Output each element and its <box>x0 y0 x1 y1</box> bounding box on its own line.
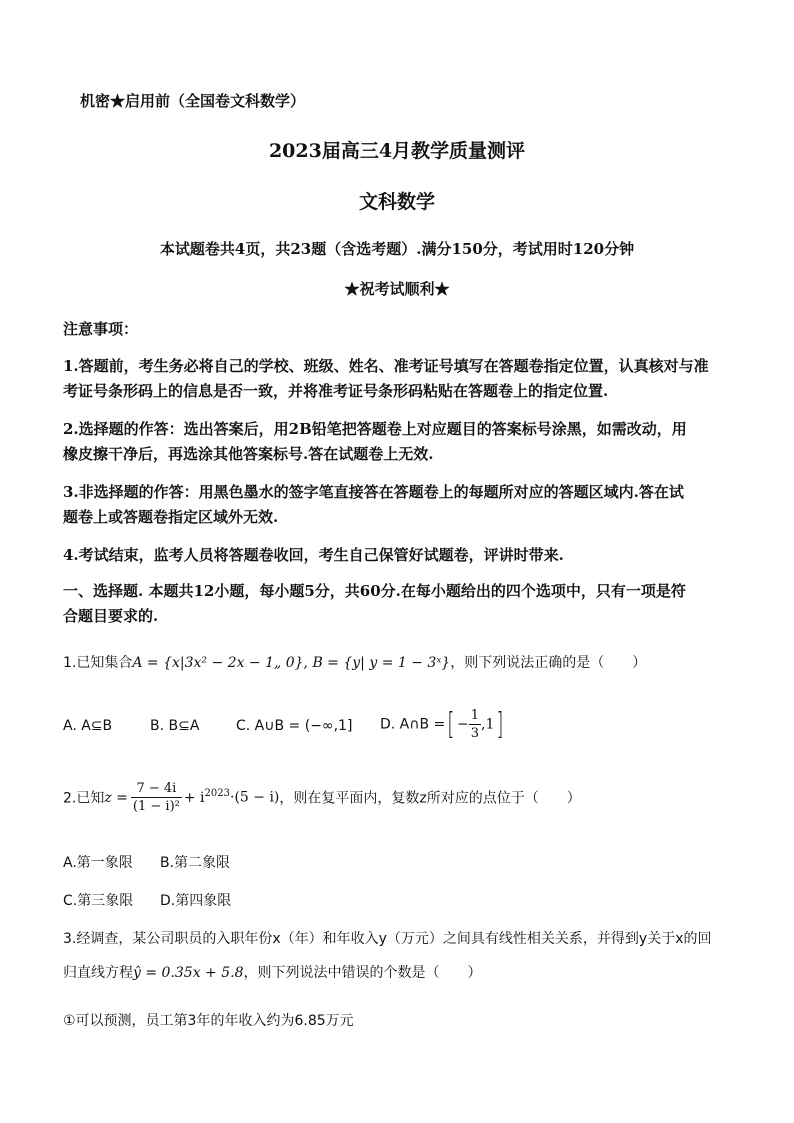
question-2-stem <box>63 780 581 815</box>
section1-line1: 一、选择题. 本题共12小题，每小题5分，共60分.在每小题给出的四个选项中，只有一项是符 <box>63 582 686 600</box>
q1-option-a: A. A⊆B <box>63 718 113 734</box>
question-1-stem <box>63 652 646 672</box>
subject-title: 文科数学 <box>358 191 435 213</box>
q2-option-b: B.第二象限 <box>160 855 231 871</box>
q1-set-a: A = {x|3x² − 2x − 1„ 0} <box>132 655 304 671</box>
q2-option-c: C.第三象限 <box>63 893 134 909</box>
q1-option-d-fraction <box>469 707 481 742</box>
q2-fraction <box>131 780 182 815</box>
q1-option-b: B. B⊆A <box>150 718 200 734</box>
q1-option-d <box>380 707 506 742</box>
notice-item-1-line1: 1.答题前，考生务必将自己的学校、班级、姓名、准考证号填写在答题卷指定位置，认真核对与准 <box>63 357 709 375</box>
q1-option-d-num: 1 <box>470 708 480 723</box>
q1-option-d-minus: − <box>457 716 469 733</box>
q2-frac-den: (1 − i)² <box>132 799 180 814</box>
q3-equation: ŷ = 0.35x + 5.8 <box>133 965 244 981</box>
q3-statement-1: ①可以预测，员工第3年的年收入约为6.85万元 <box>63 1013 354 1029</box>
q1-set-b: B = {y| y = 1 − 3ˣ} <box>312 655 451 671</box>
q2-exp: 2023 <box>204 787 230 799</box>
question-3-line1: 3.经调查，某公司职员的入职年份x（年）和年收入y（万元）之间具有线性相关关系，并得到y关于x的回 <box>63 931 712 947</box>
q2-prefix: 2.已知 <box>63 790 105 807</box>
exam-info: 本试题卷共4页，共23题（含选考题）.满分150分，考试用时120分钟 <box>159 240 635 258</box>
notice-item-2-line2: 橡皮擦干净后，再选涂其他答案标号.答在试题卷上无效. <box>63 445 434 463</box>
notice-item-3-line1: 3.非选择题的作答：用黑色墨水的签字笔直接答在答题卷上的每题所对应的答题区域内.答在试 <box>63 483 684 501</box>
notice-heading: 注意事项： <box>63 320 139 338</box>
q3-line2-suffix: ，则下列说法中错误的个数是（ ） <box>243 965 482 981</box>
q2-suffix: ，则在复平面内，复数z所对应的点位于（ ） <box>279 790 581 807</box>
q1-option-d-tail: ,1 <box>481 716 495 733</box>
q1-sep: , <box>303 655 313 671</box>
q1-option-d-close: ] <box>496 706 504 742</box>
q2-z-eq: z = <box>104 789 128 806</box>
confidential-label: 机密★启用前（全国卷文科数学） <box>80 92 306 110</box>
q2-mid: + i <box>183 789 205 806</box>
question-3-line2 <box>63 962 482 982</box>
q1-suffix: ，则下列说法正确的是（ ） <box>450 655 647 671</box>
q1-prefix: 1.已知集合 <box>63 655 133 671</box>
q1-option-c: C. A∪B = (−∞,1] <box>236 718 353 734</box>
notice-item-2-line1: 2.选择题的作答：选出答案后，用2B铅笔把答题卷上对应题目的答案标号涂黑，如需改动，用 <box>63 420 687 438</box>
q1-option-d-prefix: D. A∩B = <box>380 716 446 733</box>
q2-frac-num: 7 − 4i <box>131 780 182 798</box>
q1-option-d-open: [ <box>447 706 455 742</box>
q3-line2-prefix: 归直线方程 <box>63 965 133 981</box>
exam-title: 2023届高三4月教学质量测评 <box>268 140 526 162</box>
notice-item-1-line2: 考证号条形码上的信息是否一致，并将准考证号条形码粘贴在答题卷上的指定位置. <box>63 382 609 400</box>
q1-option-d-den: 3 <box>470 726 480 741</box>
notice-item-3-line2: 题卷上或答题卷指定区域外无效. <box>63 508 279 526</box>
q2-option-a: A.第一象限 <box>63 855 133 871</box>
q2-option-d: D.第四象限 <box>160 893 232 909</box>
wish-line: ★祝考试顺利★ <box>344 280 450 298</box>
notice-item-4: 4.考试结束，监考人员将答题卷收回，考生自己保管好试题卷，评讲时带来. <box>63 546 564 564</box>
section1-line2: 合题目要求的. <box>63 607 159 625</box>
q2-tail: ·(5 − i) <box>230 789 280 806</box>
